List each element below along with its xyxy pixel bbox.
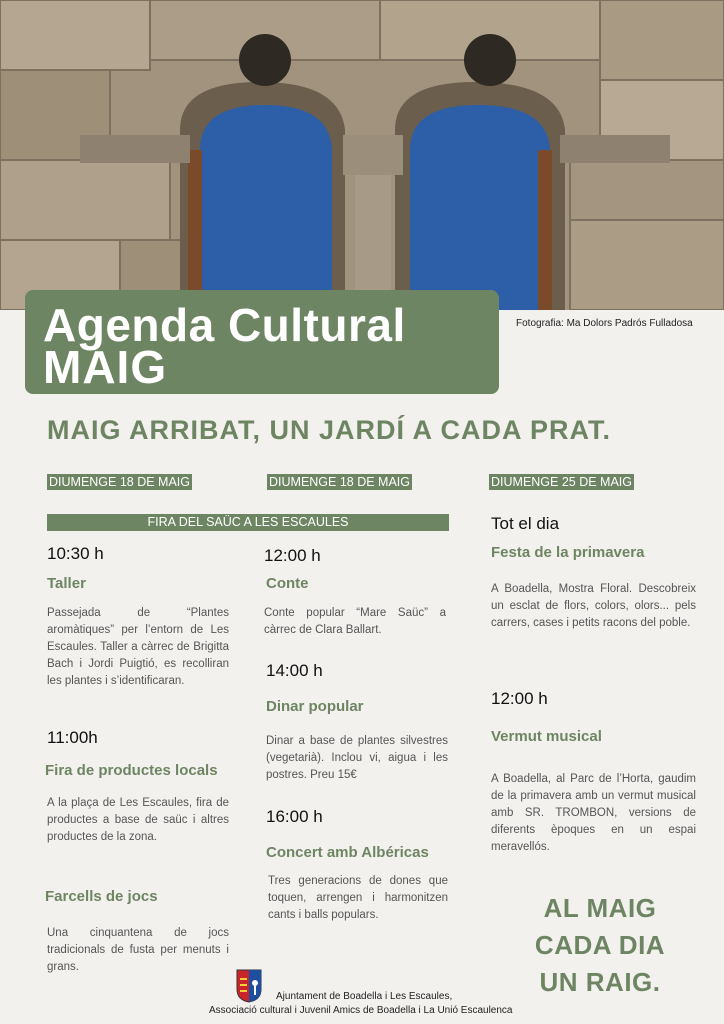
event-description: A Boadella, al Parc de l’Horta, gaudim de la primavera amb un vermut musical amb SR. TROMBON, versions de diferents èpoques en un espai meravellós. [491, 773, 696, 853]
footer-line-1: Ajuntament de Boadella i Les Escaules, [276, 991, 453, 1002]
footer-line-2: Associació cultural i Juvenil Amics de Boadella i La Unió Escaulenca [209, 1005, 513, 1016]
fair-banner: FIRA DEL SAÜC A LES ESCAULES [47, 514, 449, 531]
header-photo [0, 0, 724, 310]
slogan-line: AL MAIG [543, 893, 657, 923]
event-description: Dinar a base de plantes silvestres (vegetarià). Inclou vi, aigua i les postres. Preu 15€ [266, 735, 448, 781]
slogan [500, 890, 700, 1001]
event-description: Passejada de “Plantes aromàtiques” per l’entorn de Les Escaules. Taller a càrrec de Brigitta Bach i Jordi Puigtió, es recolliran les plantes i s’identificaran. [47, 607, 229, 687]
event-time: Tot el dia [491, 514, 560, 533]
title-line-2: MAIG [43, 341, 168, 393]
slogan-line: CADA DIA [534, 930, 666, 960]
event-title: Fira de productes locals [45, 762, 218, 779]
event-time: 14:00 h [266, 661, 323, 680]
event-title: Vermut musical [491, 728, 602, 745]
photo-credit: Fotografia: Ma Dolors Padrós Fulladosa [516, 318, 693, 329]
date-tag-col3: DIUMENGE 25 DE MAIG [491, 475, 632, 489]
motto: MAIG ARRIBAT, UN JARDÍ A CADA PRAT. [47, 415, 611, 445]
title-line-1: Agenda Cultural [43, 299, 406, 351]
event-title: Farcells de jocs [45, 888, 158, 905]
date-tag-col1: DIUMENGE 18 DE MAIG [49, 475, 190, 489]
event-time: 10:30 h [47, 544, 104, 563]
event-description: A la plaça de Les Escaules, fira de productes a base de saüc i altres productes de la zona. [47, 797, 229, 843]
event-time: 11:00h [47, 728, 98, 747]
event-description: Tres generacions de dones que toquen, arrengen i harmonitzen cants i balls populars. [268, 875, 448, 921]
event-title: Dinar popular [266, 698, 364, 715]
event-title: Concert amb Albéricas [266, 844, 429, 861]
date-tag-col2: DIUMENGE 18 DE MAIG [269, 475, 410, 489]
slogan-line: UN RAIG. [539, 967, 661, 997]
event-time: 16:00 h [266, 807, 323, 826]
title-box [25, 290, 499, 394]
event-title: Conte [266, 575, 309, 592]
event-description: A Boadella, Mostra Floral. Descobreix un esclat de flors, colors, olors... pels carrers, cases i petits racons del poble. [491, 583, 696, 629]
municipal-crest-icon [236, 969, 262, 1003]
event-time: 12:00 h [491, 689, 548, 708]
event-title: Festa de la primavera [491, 544, 645, 561]
event-description: Conte popular “Mare Saüc” a càrrec de Clara Ballart. [264, 607, 446, 636]
event-title: Taller [47, 575, 86, 592]
event-time: 12:00 h [264, 546, 321, 565]
event-description: Una cinquantena de jocs tradicionals de fusta per menuts i grans. [47, 927, 229, 973]
